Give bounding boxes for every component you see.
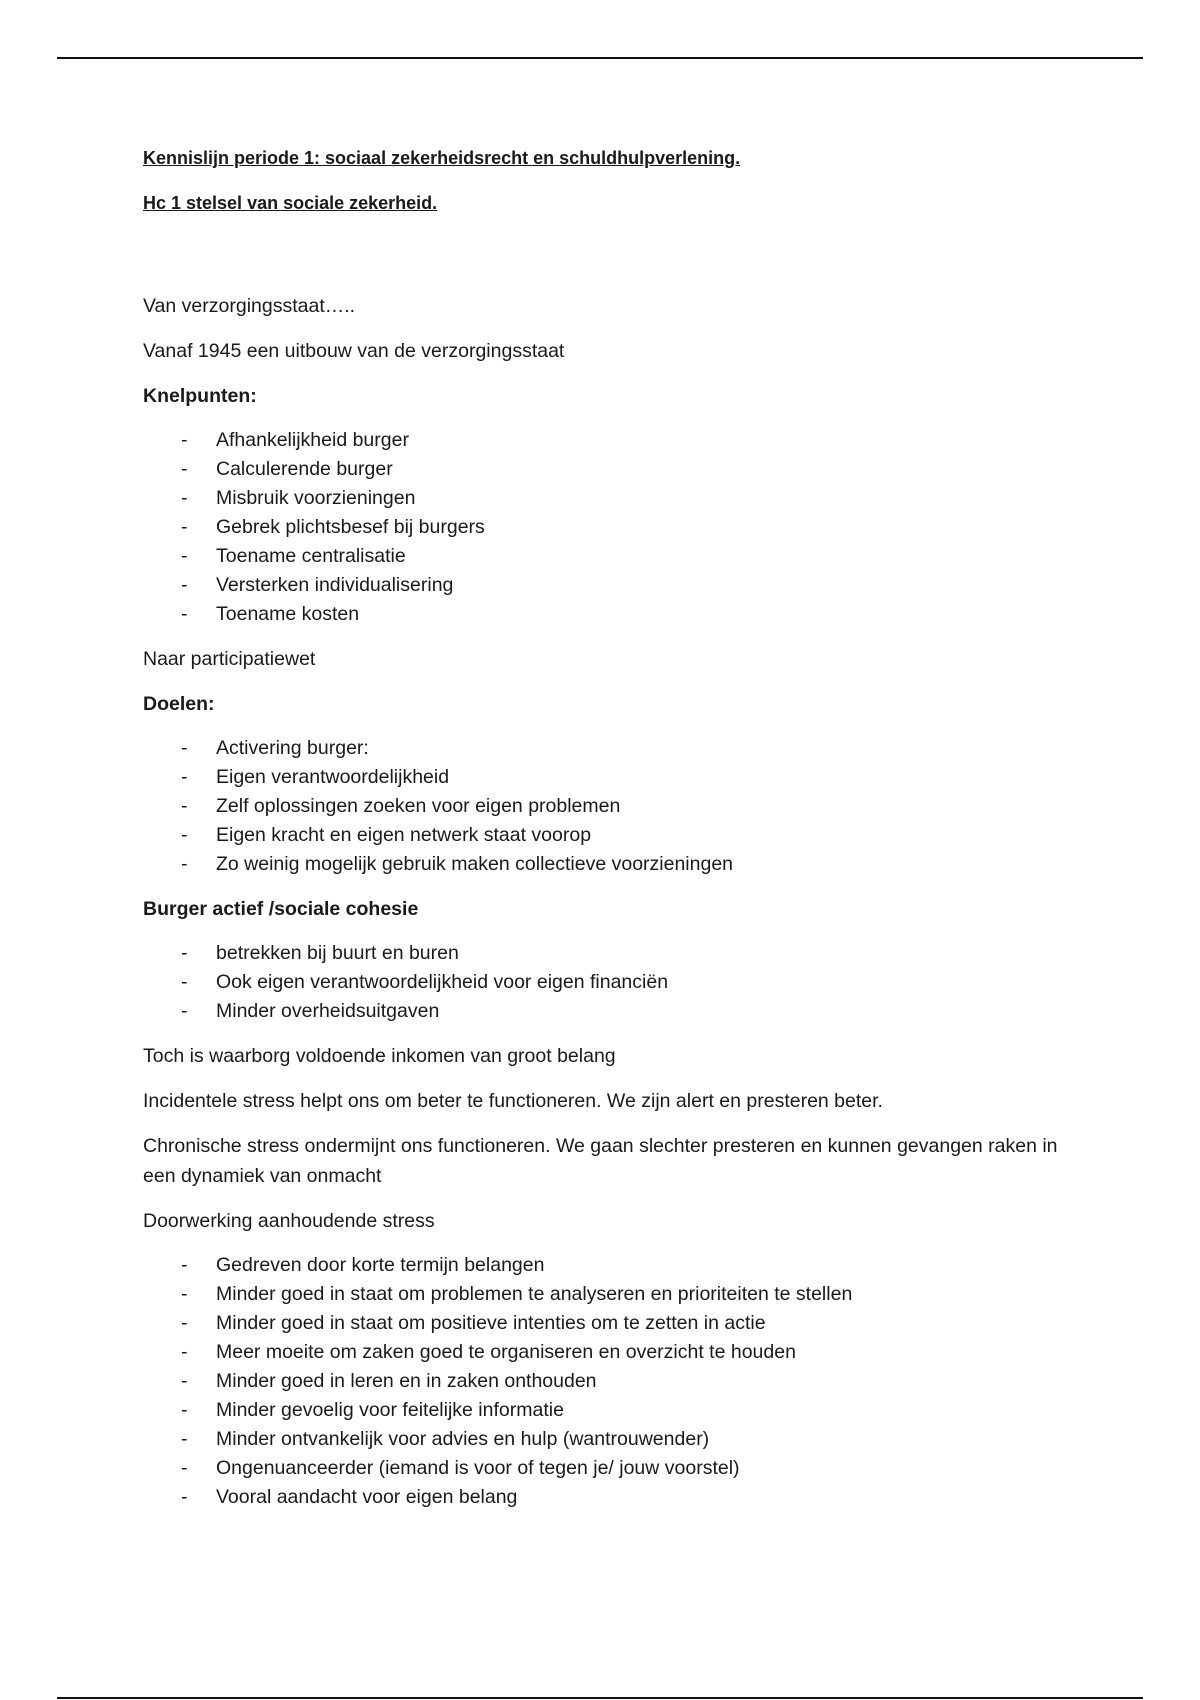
dash-bullet: - bbox=[181, 766, 188, 788]
list-item-text: Minder ontvankelijk voor advies en hulp (wantrouwender) bbox=[216, 1428, 710, 1450]
dash-bullet: - bbox=[181, 429, 188, 451]
list-item bbox=[143, 455, 1083, 484]
paragraph: Van verzorgingsstaat….. bbox=[143, 295, 356, 317]
list-item-text: Gedreven door korte termijn belangen bbox=[216, 1254, 545, 1276]
top-rule bbox=[57, 57, 1143, 59]
heading-knelpunten: Knelpunten: bbox=[143, 385, 257, 407]
dash-bullet: - bbox=[181, 603, 188, 625]
list-item bbox=[143, 734, 1083, 763]
list-item-text: Zo weinig mogelijk gebruik maken collectieve voorzieningen bbox=[216, 853, 734, 875]
document-subtitle: Hc 1 stelsel van sociale zekerheid. bbox=[143, 193, 438, 213]
paragraph: Toch is waarborg voldoende inkomen van groot belang bbox=[143, 1045, 616, 1067]
list-item bbox=[143, 1483, 1083, 1512]
dash-bullet: - bbox=[181, 737, 188, 759]
list-item bbox=[143, 571, 1083, 600]
list-item bbox=[143, 1251, 1083, 1280]
dash-bullet: - bbox=[181, 1312, 188, 1334]
dash-bullet: - bbox=[181, 971, 188, 993]
list-item-text: Toename centralisatie bbox=[216, 545, 406, 567]
dash-bullet: - bbox=[181, 545, 188, 567]
list-item-text: Ook eigen verantwoordelijkheid voor eigen financiën bbox=[216, 971, 669, 993]
dash-bullet: - bbox=[181, 458, 188, 480]
list-item-text: Eigen verantwoordelijkheid bbox=[216, 766, 450, 788]
spacer bbox=[143, 218, 1083, 291]
list-item-text: Minder overheidsuitgaven bbox=[216, 1000, 440, 1022]
list-item bbox=[143, 1280, 1083, 1309]
list-item bbox=[143, 968, 1083, 997]
list-item bbox=[143, 1309, 1083, 1338]
list-item bbox=[143, 426, 1083, 455]
list-item bbox=[143, 792, 1083, 821]
list-item bbox=[143, 1367, 1083, 1396]
dash-bullet: - bbox=[181, 1283, 188, 1305]
list-item-text: Calculerende burger bbox=[216, 458, 393, 480]
paragraph: Incidentele stress helpt ons om beter te functioneren. We zijn alert en presteren beter. bbox=[143, 1090, 883, 1112]
paragraph: Naar participatiewet bbox=[143, 648, 316, 670]
list-item bbox=[143, 939, 1083, 968]
list-burger-actief bbox=[143, 939, 1083, 1026]
dash-bullet: - bbox=[181, 1399, 188, 1421]
list-item-text: Misbruik voorzieningen bbox=[216, 487, 416, 509]
list-knelpunten bbox=[143, 426, 1083, 629]
list-item bbox=[143, 1454, 1083, 1483]
dash-bullet: - bbox=[181, 1341, 188, 1363]
dash-bullet: - bbox=[181, 1000, 188, 1022]
document-page bbox=[143, 143, 1083, 1527]
dash-bullet: - bbox=[181, 574, 188, 596]
list-item bbox=[143, 1396, 1083, 1425]
dash-bullet: - bbox=[181, 1457, 188, 1479]
list-item bbox=[143, 542, 1083, 571]
dash-bullet: - bbox=[181, 1428, 188, 1450]
list-item-text: Minder gevoelig voor feitelijke informatie bbox=[216, 1399, 564, 1421]
list-item bbox=[143, 600, 1083, 629]
list-item bbox=[143, 850, 1083, 879]
bottom-rule bbox=[57, 1697, 1143, 1699]
dash-bullet: - bbox=[181, 942, 188, 964]
dash-bullet: - bbox=[181, 1370, 188, 1392]
list-item bbox=[143, 997, 1083, 1026]
list-item bbox=[143, 821, 1083, 850]
dash-bullet: - bbox=[181, 1486, 188, 1508]
dash-bullet: - bbox=[181, 487, 188, 509]
heading-burger-actief: Burger actief /sociale cohesie bbox=[143, 898, 419, 920]
list-item-text: Minder goed in leren en in zaken onthouden bbox=[216, 1370, 597, 1392]
list-item bbox=[143, 1425, 1083, 1454]
list-item-text: Vooral aandacht voor eigen belang bbox=[216, 1486, 518, 1508]
list-stress bbox=[143, 1251, 1083, 1512]
list-item bbox=[143, 1338, 1083, 1367]
paragraph: Vanaf 1945 een uitbouw van de verzorgingsstaat bbox=[143, 340, 565, 362]
heading-doelen: Doelen: bbox=[143, 693, 215, 715]
list-item-text: Versterken individualisering bbox=[216, 574, 454, 596]
dash-bullet: - bbox=[181, 1254, 188, 1276]
list-item bbox=[143, 484, 1083, 513]
list-item-text: Gebrek plichtsbesef bij burgers bbox=[216, 516, 485, 538]
list-item-text: Afhankelijkheid burger bbox=[216, 429, 409, 451]
dash-bullet: - bbox=[181, 853, 188, 875]
list-item bbox=[143, 763, 1083, 792]
dash-bullet: - bbox=[181, 516, 188, 538]
list-item-text: Toename kosten bbox=[216, 603, 360, 625]
list-item-text: Minder goed in staat om problemen te analyseren en prioriteiten te stellen bbox=[216, 1283, 853, 1305]
list-item bbox=[143, 513, 1083, 542]
list-item-text: Eigen kracht en eigen netwerk staat voorop bbox=[216, 824, 592, 846]
list-item-text: Minder goed in staat om positieve intenties om te zetten in actie bbox=[216, 1312, 766, 1334]
paragraph: Chronische stress ondermijnt ons functioneren. We gaan slechter presteren en kunnen gevangen raken in een dynamiek van onmacht bbox=[143, 1135, 1058, 1187]
list-doelen bbox=[143, 734, 1083, 879]
document-title: Kennislijn periode 1: sociaal zekerheidsrecht en schuldhulpverlening. bbox=[143, 148, 741, 168]
paragraph: Doorwerking aanhoudende stress bbox=[143, 1210, 435, 1232]
list-item-text: Ongenuanceerder (iemand is voor of tegen je/ jouw voorstel) bbox=[216, 1457, 740, 1479]
list-item-text: Meer moeite om zaken goed te organiseren en overzicht te houden bbox=[216, 1341, 796, 1363]
list-item-text: Zelf oplossingen zoeken voor eigen problemen bbox=[216, 795, 621, 817]
dash-bullet: - bbox=[181, 824, 188, 846]
dash-bullet: - bbox=[181, 795, 188, 817]
list-item-text: betrekken bij buurt en buren bbox=[216, 942, 459, 964]
list-item-text: Activering burger: bbox=[216, 737, 369, 759]
